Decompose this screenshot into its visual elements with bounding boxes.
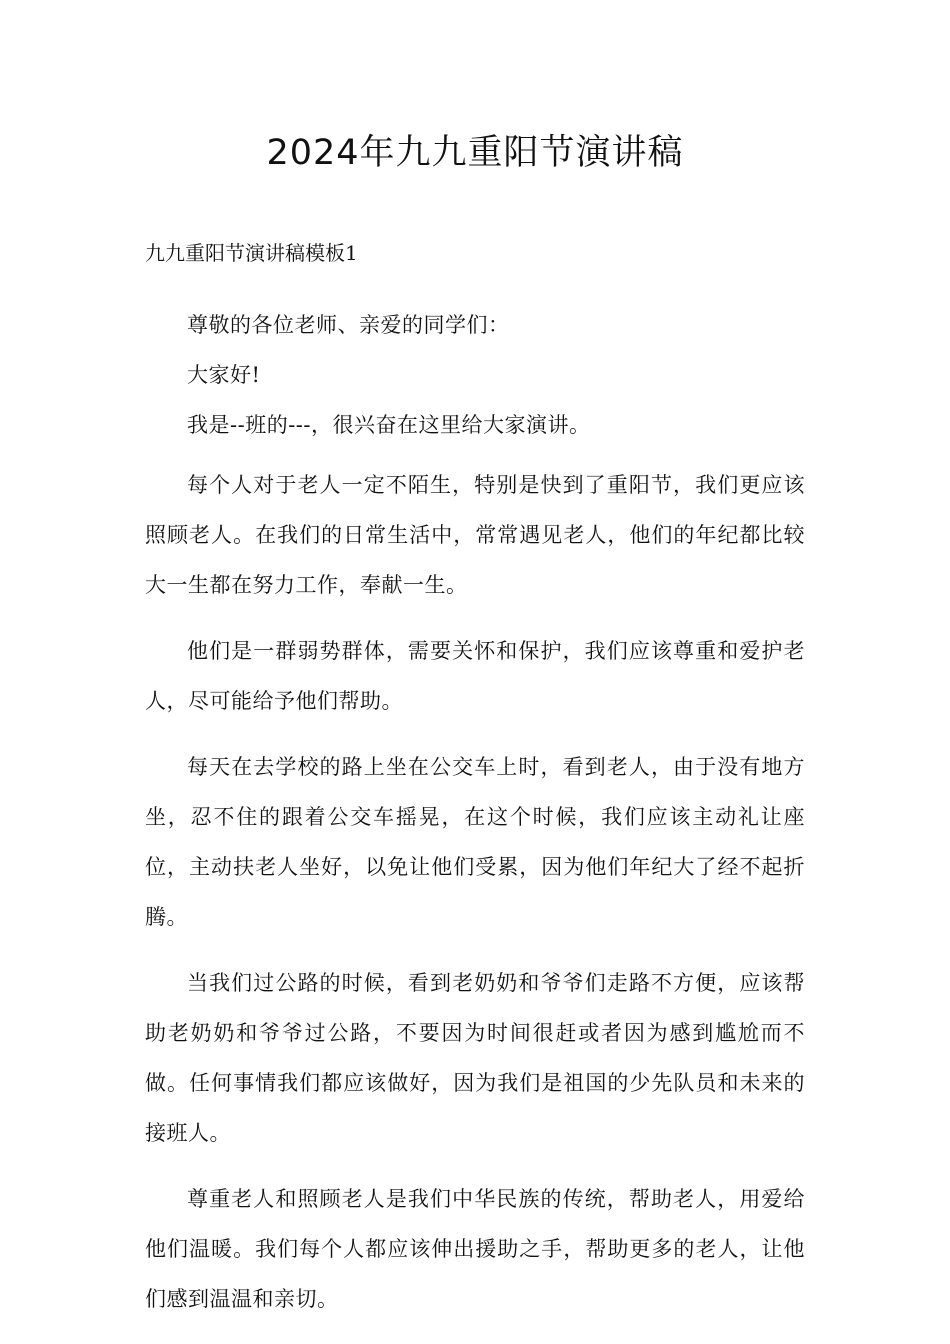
document-body (145, 310, 805, 1340)
paragraph-greeting: 大家好! (187, 363, 261, 387)
paragraph-intro: 我是--班的---，很兴奋在这里给大家演讲。 (187, 413, 591, 437)
paragraph: 每个人对于老人一定不陌生，特别是快到了重阳节，我们更应该照顾老人。在我们的日常生活中，常常遇见老人，他们的年纪都比较大一生都在努力工作，奉献一生。 (145, 473, 805, 597)
paragraph: 每天在去学校的路上坐在公交车上时，看到老人，由于没有地方坐，忍不住的跟着公交车摇晃，在这个时候，我们应该主动礼让座位，主动扶老人坐好，以免让他们受累，因为他们年纪大了经不起折腾。 (145, 755, 805, 929)
paragraph-salutation: 尊敬的各位老师、亲爱的同学们： (187, 313, 510, 337)
section-subtitle: 九九重阳节演讲稿模板1 (145, 241, 358, 265)
document-title: 2024年九九重阳节演讲稿 (266, 133, 684, 173)
paragraph: 尊重老人和照顾老人是我们中华民族的传统，帮助老人，用爱给他们温暖。我们每个人都应该伸出援助之手，帮助更多的老人，让他们感到温温和亲切。 (145, 1187, 805, 1311)
paragraph: 当我们过公路的时候，看到老奶奶和爷爷们走路不方便，应该帮助老奶奶和爷爷过公路，不要因为时间很赶或者因为感到尴尬而不做。任何事情我们都应该做好，因为我们是祖国的少先队员和未来的接班人。 (145, 971, 805, 1145)
paragraph: 他们是一群弱势群体，需要关怀和保护，我们应该尊重和爱护老人，尽可能给予他们帮助。 (145, 639, 805, 713)
